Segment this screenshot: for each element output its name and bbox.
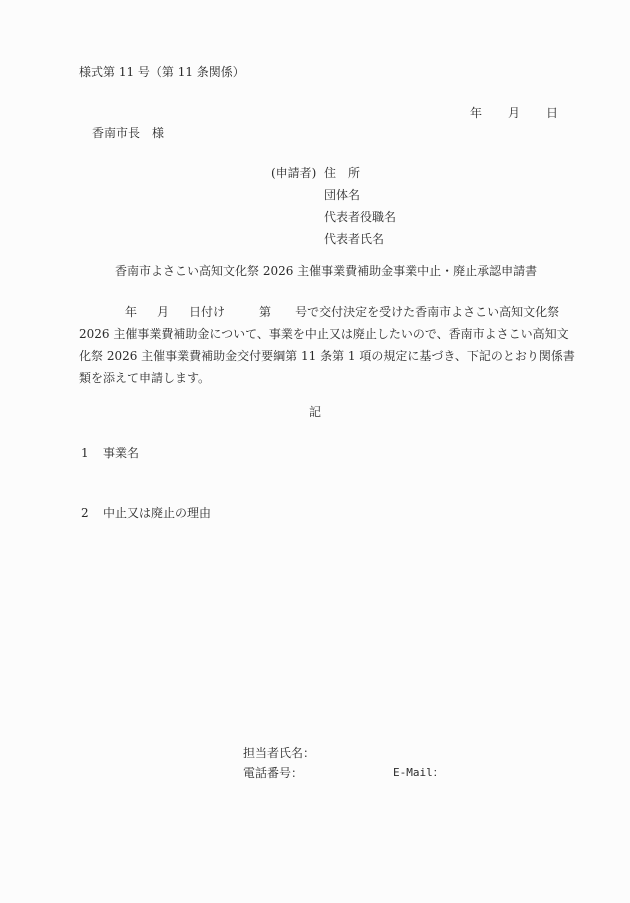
form-number: 様式第 11 号（第 11 条関係）: [79, 65, 245, 79]
body-number-prefix: 第: [259, 305, 272, 319]
applicant-row-address: [271, 167, 396, 189]
item-label: 中止又は廃止の理由: [103, 506, 212, 520]
applicant-row-rep-title: [271, 211, 396, 233]
item-project-name: [81, 447, 139, 459]
item-reason: [81, 507, 211, 519]
body-dated: 日付け: [189, 305, 226, 319]
body-line-4: 類を添えて申請します。: [79, 371, 211, 385]
applicant-prefix: (申請者): [271, 166, 317, 180]
body-year: 年: [125, 305, 138, 319]
applicant-block: [271, 167, 396, 255]
ki-heading: 記: [309, 405, 322, 419]
date-day-label: 日: [546, 106, 559, 120]
contact-email-label: E-Mail：: [393, 766, 444, 779]
body-line-1-rest: 号で交付決定を受けた香南市よさこい高知文化祭: [295, 305, 560, 319]
body-line-1: [79, 305, 560, 328]
applicant-field-address: 住 所: [324, 166, 361, 180]
date-year-label: 年: [470, 106, 483, 120]
addressee-honorific: 様: [152, 126, 165, 140]
contact-row-person: [243, 747, 444, 767]
item-label: 事業名: [103, 446, 140, 460]
contact-block: [243, 747, 444, 787]
body-month: 月: [157, 305, 170, 319]
contact-phone-label: 電話番号：: [243, 766, 304, 780]
body-line-3: 化祭 2026 主催事業費補助金交付要綱第 11 条第 1 項の規定に基づき、下記のとおり関係書: [79, 349, 575, 363]
document-title: 香南市よさこい高知文化祭 2026 主催事業費補助金事業中止・廃止承認申請書: [115, 264, 538, 278]
applicant-field-organization: 団体名: [324, 188, 361, 202]
body-paragraph: [79, 305, 575, 394]
applicant-field-rep-name: 代表者氏名: [324, 232, 385, 246]
applicant-row-rep-name: [271, 233, 396, 255]
item-number: 2: [81, 506, 89, 520]
contact-row-phone-email: [243, 767, 444, 787]
contact-person-label: 担当者氏名：: [243, 746, 316, 760]
date-line: [470, 107, 558, 119]
date-month-label: 月: [508, 106, 521, 120]
addressee-name: 香南市長: [92, 126, 141, 140]
item-number: 1: [81, 446, 89, 460]
body-line-2: 2026 主催事業費補助金について、事業を中止又は廃止したいので、香南市よさこい高知文: [79, 327, 569, 341]
addressee: [92, 127, 164, 139]
applicant-field-rep-title: 代表者役職名: [324, 210, 397, 224]
applicant-row-organization: [271, 189, 396, 211]
